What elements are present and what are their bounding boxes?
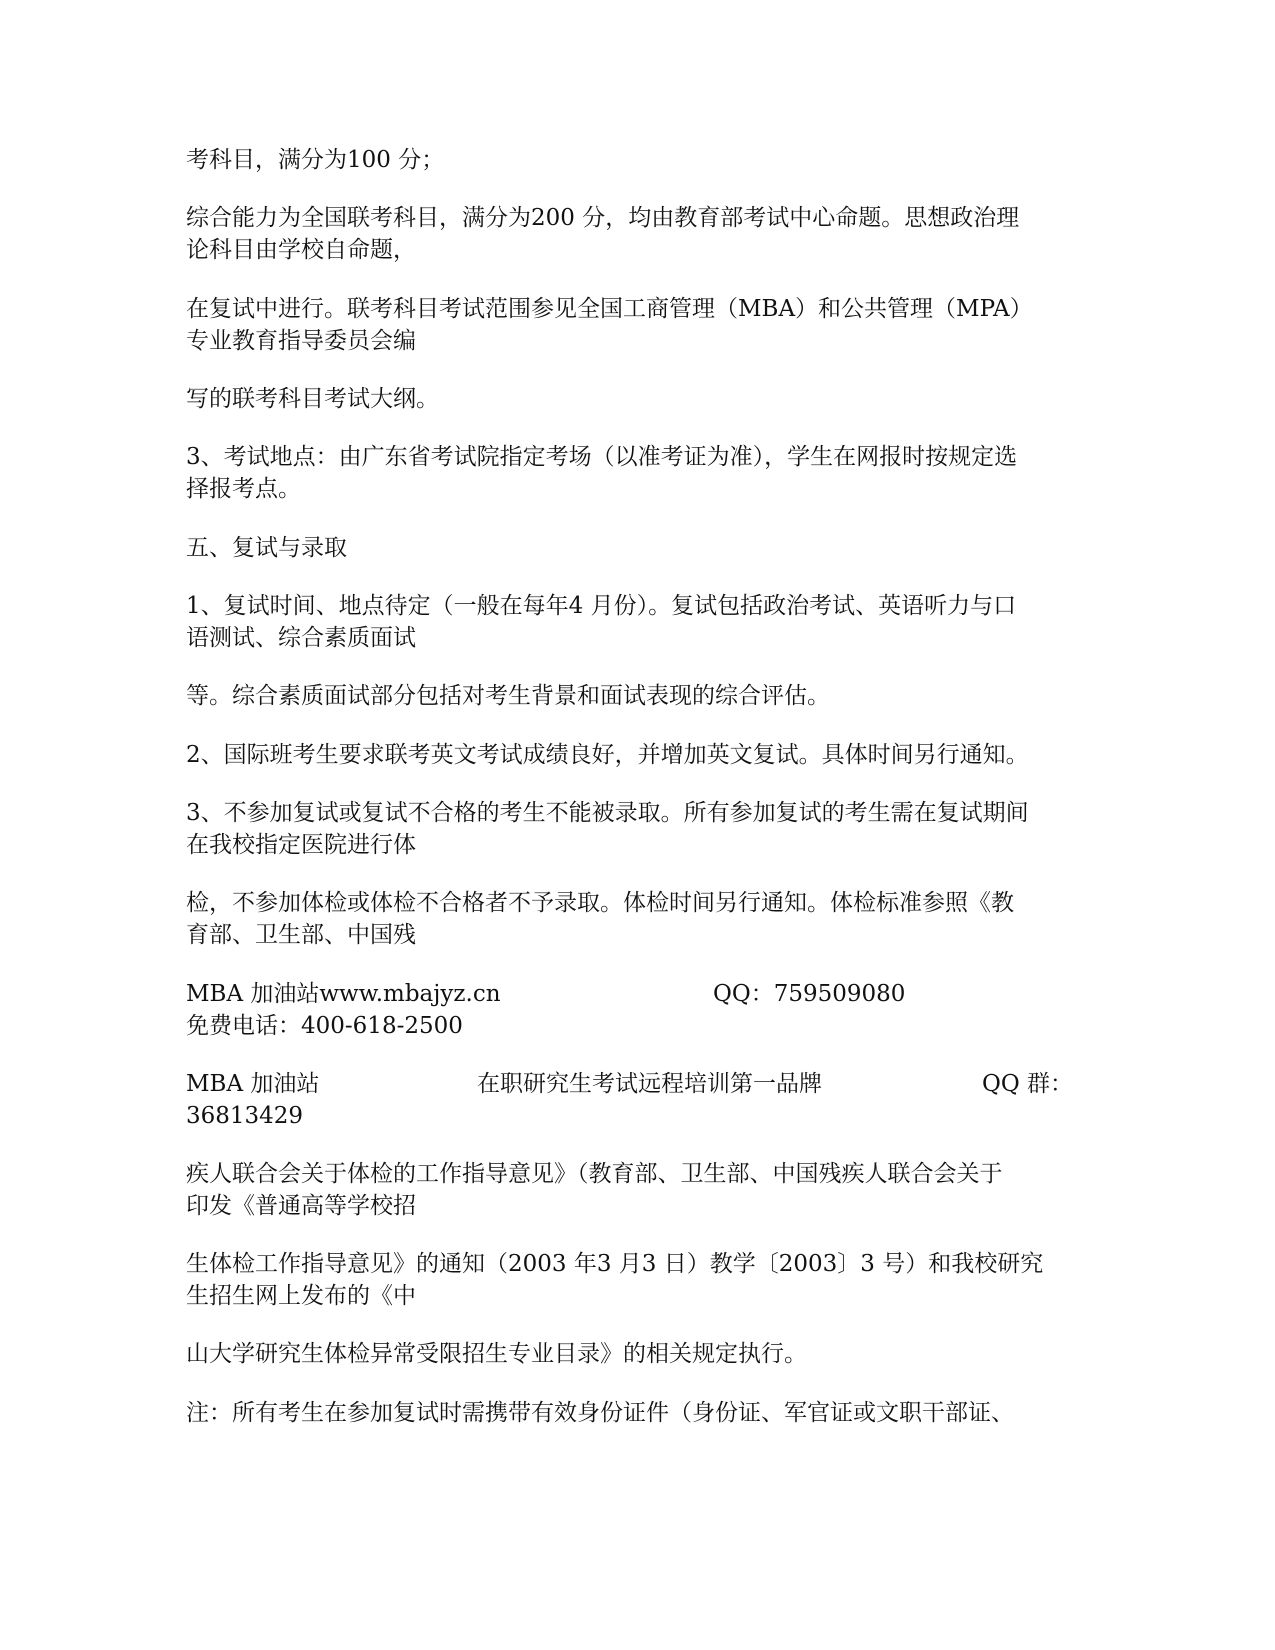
section-heading xyxy=(186,532,1091,564)
text-line: 专业教育指导委员会编 xyxy=(186,328,416,354)
text-line: 综合能力为全国联考科目，满分为200 分，均由教育部考试中心命题。思想政治理 xyxy=(186,205,1020,231)
footer-qq: QQ：759509080 xyxy=(713,981,906,1007)
text-line: 在复试中进行。联考科目考试范围参见全国工商管理（MBA）和公共管理（MPA） xyxy=(186,296,1033,322)
text-line: 写的联考科目考试大纲。 xyxy=(186,386,439,412)
paragraph-6 xyxy=(186,590,1091,654)
text-line: 检，不参加体检或体检不合格者不予录取。体检时间另行通知。体检标准参照《教 xyxy=(186,890,1014,916)
paragraph-1 xyxy=(186,144,1091,176)
paragraph-9 xyxy=(186,797,1091,861)
paragraph-10 xyxy=(186,887,1091,951)
footer-qq-group-label: QQ 群： xyxy=(982,1071,1074,1097)
text-line: 育部、卫生部、中国残 xyxy=(186,922,416,948)
text-line: 考科目，满分为100 分； xyxy=(186,147,445,173)
paragraph-8 xyxy=(186,739,1091,771)
text-line: 3、考试地点：由广东省考试院指定考场（以准考证为准），学生在网报时按规定选 xyxy=(186,444,1018,470)
text-line: 五、复试与录取 xyxy=(186,535,347,561)
footer-slogan: 在职研究生考试远程培训第一品牌 xyxy=(477,1071,822,1097)
paragraph-5 xyxy=(186,441,1091,505)
paragraph-13 xyxy=(186,1338,1091,1370)
text-line: 2、国际班考生要求联考英文考试成绩良好，并增加英文复试。具体时间另行通知。 xyxy=(186,742,1029,768)
text-line: 论科目由学校自命题， xyxy=(186,237,416,263)
paragraph-4 xyxy=(186,383,1091,415)
text-line: 在我校指定医院进行体 xyxy=(186,832,416,858)
text-line: 生招生网上发布的《中 xyxy=(186,1283,416,1309)
paragraph-11 xyxy=(186,1158,1091,1222)
paragraph-2 xyxy=(186,202,1091,266)
paragraph-14 xyxy=(186,1397,1091,1429)
text-line: 生体检工作指导意见》的通知（2003 年3 月3 日）教学〔2003〕3 号）和我校研究 xyxy=(186,1251,1044,1277)
footer-brand: MBA 加油站 xyxy=(186,1071,320,1097)
text-line: 山大学研究生体检异常受限招生专业目录》的相关规定执行。 xyxy=(186,1341,807,1367)
paragraph-7 xyxy=(186,680,1091,712)
text-line: 注：所有考生在参加复试时需携带有效身份证件（身份证、军官证或文职干部证、 xyxy=(186,1400,1014,1426)
footer-phone: 免费电话：400-618-2500 xyxy=(186,1013,463,1039)
footer-qq-group-number: 36813429 xyxy=(186,1103,304,1129)
text-line: 1、复试时间、地点待定（一般在每年4 月份）。复试包括政治考试、英语听力与口 xyxy=(186,593,1017,619)
text-line: 择报考点。 xyxy=(186,476,301,502)
text-line: 等。综合素质面试部分包括对考生背景和面试表现的综合评估。 xyxy=(186,683,830,709)
text-line: 3、不参加复试或复试不合格的考生不能被录取。所有参加复试的考生需在复试期间 xyxy=(186,800,1029,826)
paragraph-3 xyxy=(186,293,1091,357)
text-line: 语测试、综合素质面试 xyxy=(186,625,416,651)
footer-site: MBA 加油站www.mbajyz.cn xyxy=(186,981,501,1007)
text-line: 印发《普通高等学校招 xyxy=(186,1193,416,1219)
paragraph-12 xyxy=(186,1248,1091,1312)
text-line: 疾人联合会关于体检的工作指导意见》（教育部、卫生部、中国残疾人联合会关于 xyxy=(186,1161,1003,1187)
